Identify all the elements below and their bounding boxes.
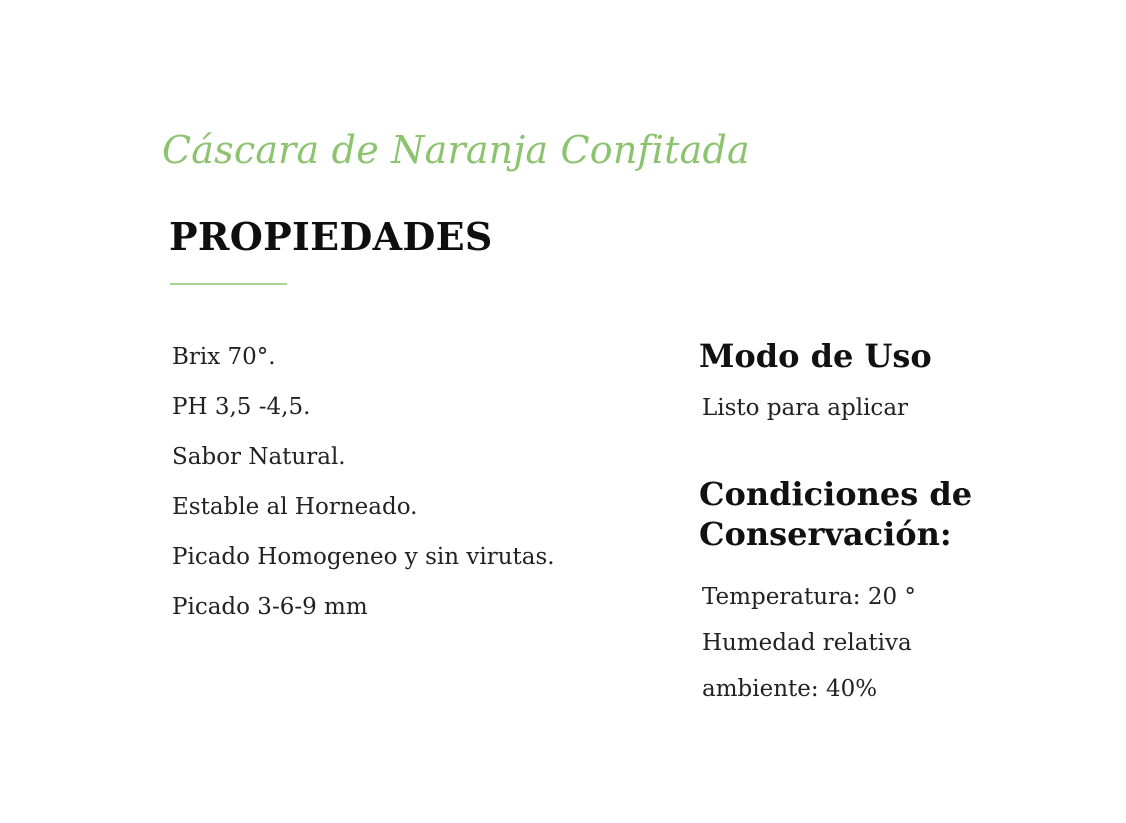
properties-list [172,332,555,632]
heading-divider [170,283,287,285]
conservation-list [702,574,962,712]
conservation-item-humidity: Humedad relativa ambiente: 40% [702,630,912,702]
property-item-ph: PH 3,5 -4,5. [172,394,311,420]
usage-text: Listo para aplicar [702,395,909,421]
property-item-flavor: Sabor Natural. [172,444,346,470]
property-item-bake-stable: Estable al Horneado. [172,494,418,520]
usage-heading: Modo de Uso [699,337,932,375]
property-item-cut-size: Picado 3-6-9 mm [172,594,368,620]
conservation-heading: Condiciones de Conservación: [699,475,973,553]
properties-heading: PROPIEDADES [169,214,493,259]
property-item-brix: Brix 70°. [172,344,276,370]
property-item-cut-quality: Picado Homogeneo y sin virutas. [172,544,555,570]
conservation-item-temperature: Temperatura: 20 ° [702,584,916,610]
product-title: Cáscara de Naranja Confitada [162,128,750,172]
